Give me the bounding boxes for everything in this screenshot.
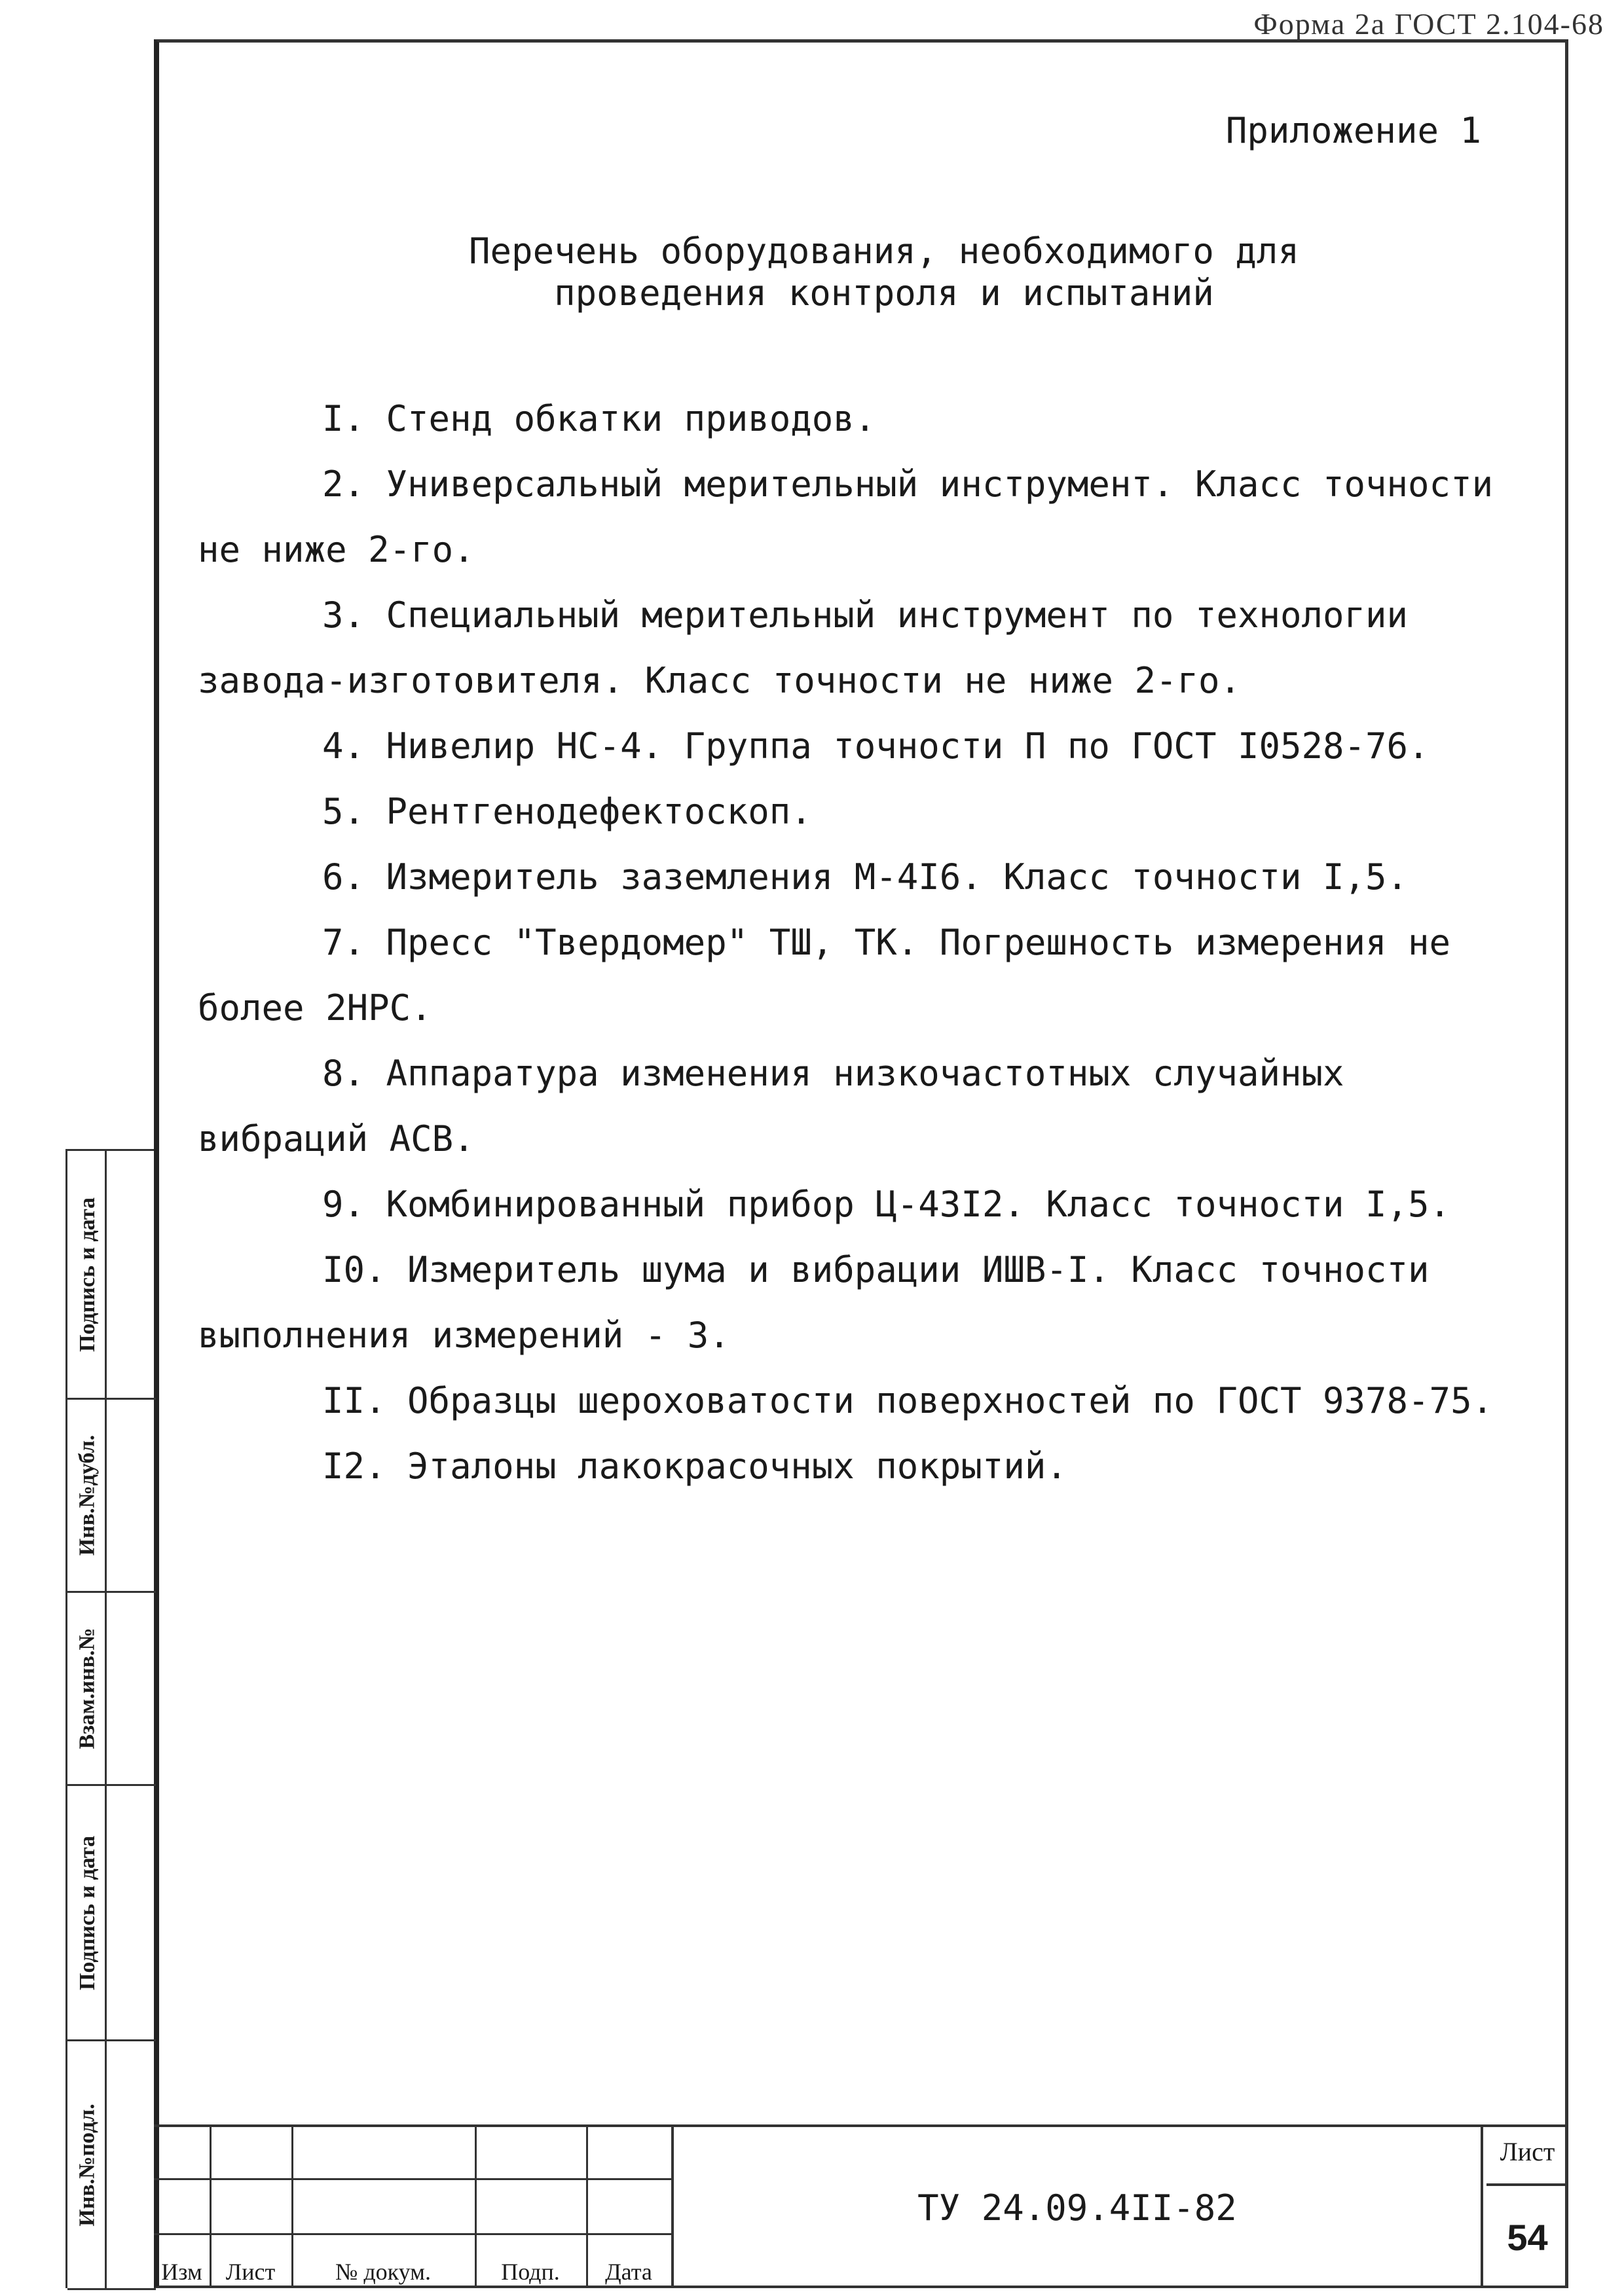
list-item: 8. Аппаратура изменения низкочастотных случайных вибраций АСВ. (198, 1053, 1344, 1159)
sheet-box (1486, 2127, 1568, 2288)
list-item: 6. Измеритель заземления М-4I6. Класс точности I,5. (322, 856, 1409, 898)
revision-grid (154, 2127, 671, 2288)
equipment-list (198, 386, 1534, 1499)
list-item: I0. Измеритель шума и вибрации ИШВ-I. Класс точности выполнения измерений - 3. (198, 1249, 1430, 1356)
document-title (196, 230, 1572, 314)
side-label-inv-dupl: Инв.№дубл. (75, 1434, 100, 1556)
side-cell-inv-orig (67, 2041, 156, 2290)
list-item: I2. Эталоны лакокрасочных покрытий. (322, 1446, 1067, 1487)
form-label: Форма 2а ГОСТ 2.104-68 (1253, 7, 1604, 41)
list-item: 9. Комбинированный прибор Ц-43I2. Класс точности I,5. (322, 1184, 1451, 1225)
side-label-inv-orig: Инв.№подл. (75, 2103, 100, 2227)
side-cell-signature-date-1 (67, 1151, 156, 1400)
list-item: 3. Специальный мерительный инструмент по технологии завода-изготовителя. Класс точности не ниже 2-го. (198, 594, 1409, 701)
col-change-header: Изм (161, 2259, 202, 2285)
side-stamp (65, 1149, 154, 2288)
title-block (154, 2124, 1568, 2288)
side-label-signature-date-2: Подпись и дата (75, 1835, 100, 1990)
document-code: ТУ 24.09.4II-82 (671, 2127, 1483, 2288)
list-item: 4. Нивелир НС-4. Группа точности П по ГОСТ I0528-76. (322, 725, 1430, 767)
col-sheet-header: Лист (225, 2259, 276, 2285)
grid-line (154, 2233, 671, 2235)
side-label-signature-date-1: Подпись и дата (75, 1197, 100, 1352)
sheet-label: Лист (1500, 2137, 1555, 2166)
col-date-header: Дата (605, 2259, 652, 2285)
sheet-number: 54 (1486, 2183, 1568, 2288)
title-line-1: Перечень оборудования, необходимого для (469, 230, 1299, 272)
side-cell-inv-dupl (67, 1400, 156, 1593)
col-doc-header: № докум. (335, 2259, 431, 2285)
grid-line (154, 2178, 671, 2180)
side-cell-signature-date-2 (67, 1786, 156, 2041)
side-cell-vzam-inv (67, 1593, 156, 1786)
title-line-2: проведения контроля и испытаний (554, 272, 1214, 314)
list-item: II. Образцы шероховатости поверхностей по ГОСТ 9378-75. (322, 1380, 1494, 1421)
appendix-label: Приложение 1 (1225, 110, 1481, 151)
list-item: I. Стенд обкатки приводов. (322, 398, 876, 439)
col-sign-header: Подп. (501, 2259, 560, 2285)
list-item: 2. Универсальный мерительный инструмент. Класс точности не ниже 2-го. (198, 464, 1494, 570)
list-item: 7. Пресс "Твердомер" ТШ, ТК. Погрешность измерения не более 2НРС. (198, 922, 1451, 1029)
list-item: 5. Рентгенодефектоскоп. (322, 791, 812, 832)
side-label-vzam-inv: Взам.инв.№ (75, 1628, 100, 1749)
